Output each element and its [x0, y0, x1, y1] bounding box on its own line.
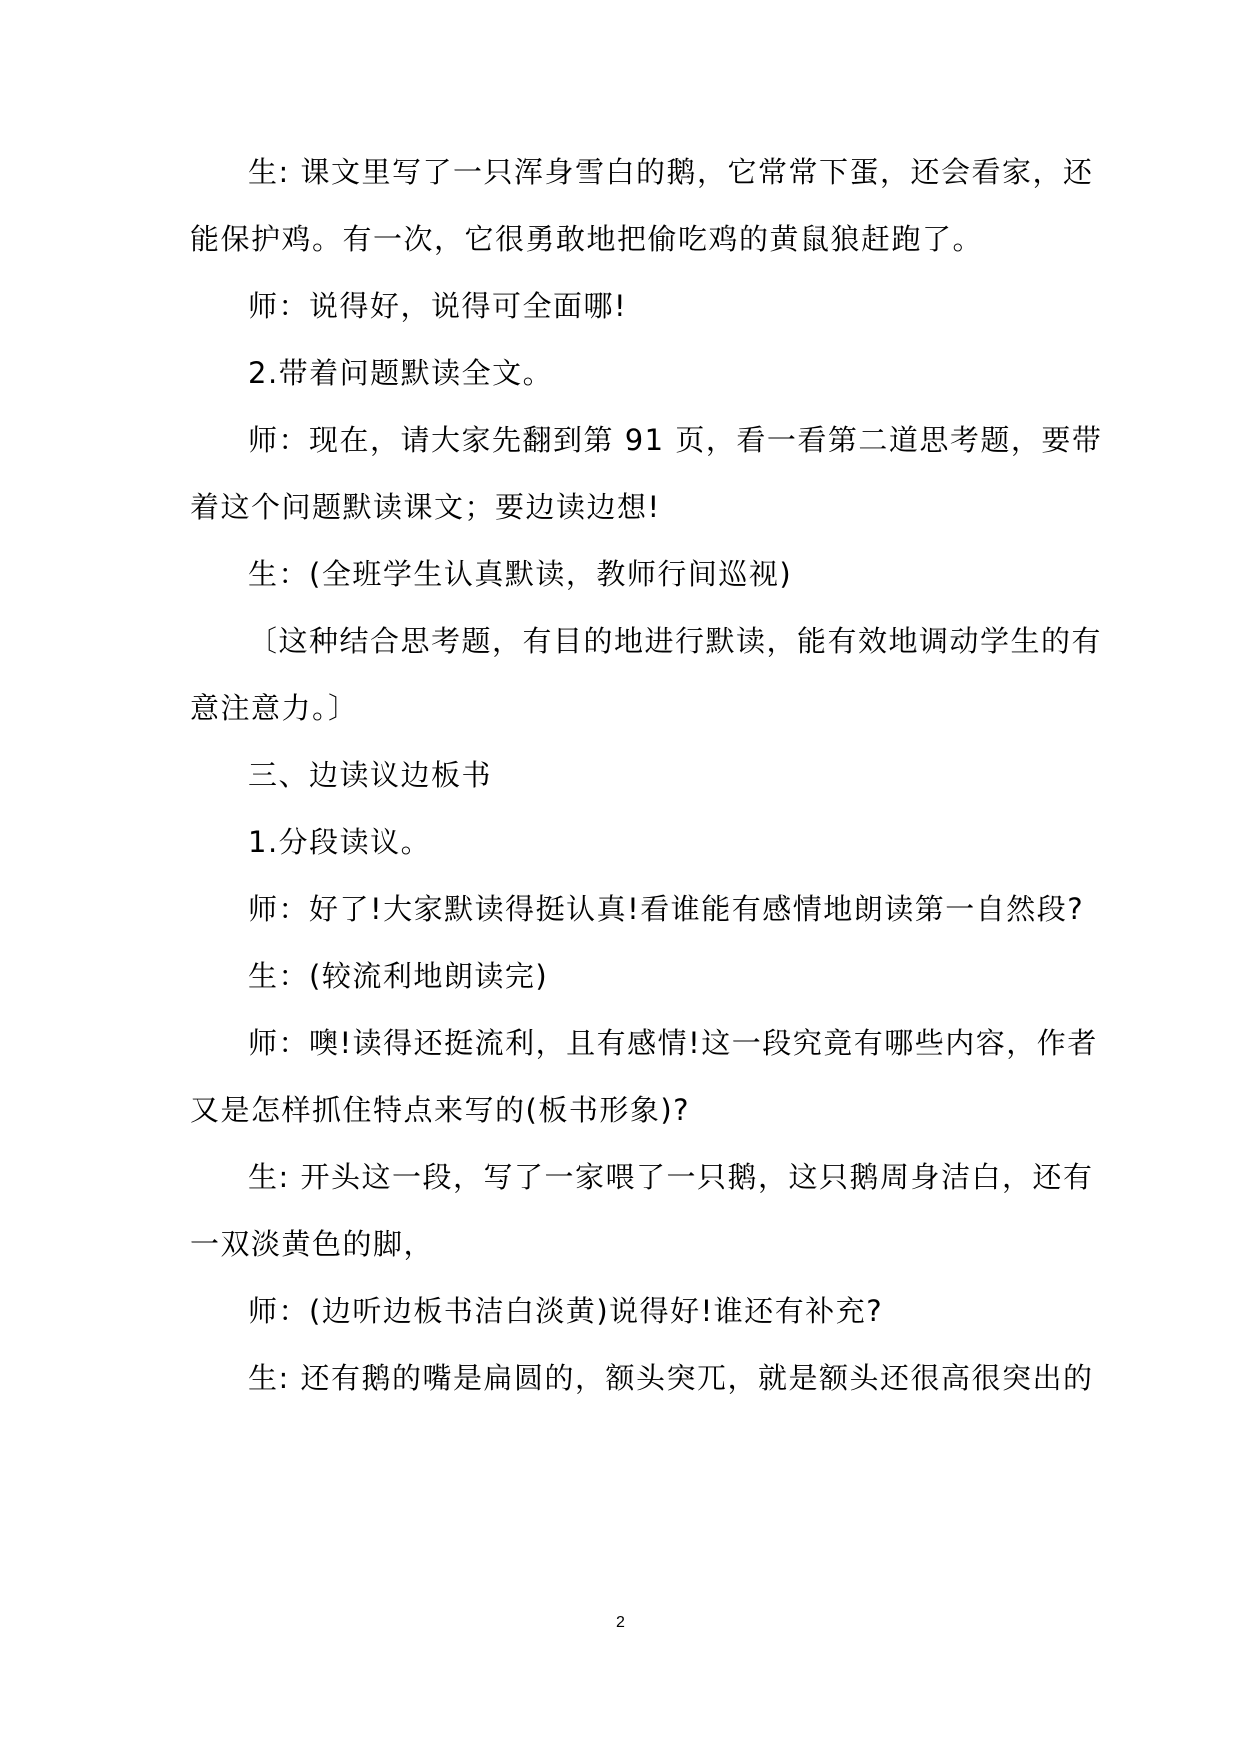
paragraph-line: 生：(较流利地朗读完): [248, 959, 549, 993]
section-heading: 三、边读议边板书: [248, 758, 493, 792]
paragraph-line: 生: 开头这一段，写了一家喂了一只鹅，这只鹅周身洁白，还有: [248, 1160, 1094, 1194]
paragraph-line: 生: 还有鹅的嘴是扁圆的，额头突兀，就是额头还很高很突出的: [248, 1361, 1094, 1395]
paragraph-line: 师：说得好，说得可全面哪!: [248, 289, 628, 323]
paragraph-line: 生：(全班学生认真默读，教师行间巡视): [248, 557, 793, 591]
paragraph-line: 意注意力。〕: [190, 691, 359, 725]
paragraph-line: 生: 课文里写了一只浑身雪白的鹅，它常常下蛋，还会看家，还: [248, 155, 1094, 189]
paragraph-line: 师：好了!大家默读得挺认真!看谁能有感情地朗读第一自然段?: [248, 892, 1085, 926]
paragraph-line: 1.分段读议。: [248, 825, 432, 859]
paragraph-line: 2.带着问题默读全文。: [248, 356, 554, 390]
paragraph-line: 着这个问题默读课文；要边读边想!: [190, 490, 661, 524]
paragraph-line: 师：(边听边板书洁白淡黄)说得好!谁还有补充?: [248, 1294, 884, 1328]
page-number: 2: [616, 1614, 625, 1631]
paragraph-line: 师：噢!读得还挺流利，且有感情!这一段究竟有哪些内容，作者: [248, 1026, 1098, 1060]
paragraph-line: 能保护鸡。有一次，它很勇敢地把偷吃鸡的黄鼠狼赶跑了。: [190, 222, 984, 256]
paragraph-line: 〔这种结合思考题，有目的地进行默读，能有效地调动学生的有: [248, 624, 1103, 658]
paragraph-line: 一双淡黄色的脚，: [190, 1227, 435, 1261]
paragraph-line: 又是怎样抓住特点来写的(板书形象)?: [190, 1093, 691, 1127]
paragraph-line: 师：现在，请大家先翻到第 91 页，看一看第二道思考题，要带: [248, 423, 1103, 457]
